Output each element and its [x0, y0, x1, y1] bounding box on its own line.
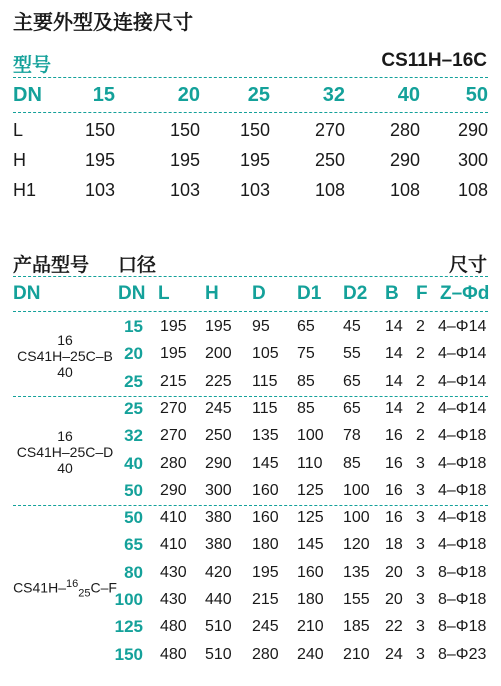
dn-cell: 25 — [124, 371, 143, 391]
dn-cell: 80 — [124, 562, 143, 582]
table-cell: 8–Φ23 — [438, 645, 487, 663]
dn-cell: 100 — [114, 590, 143, 609]
column-header: Z–Φd — [440, 283, 490, 304]
table-cell: 195 — [205, 318, 232, 335]
table-cell: 225 — [205, 372, 232, 390]
table-cell: 3 — [416, 591, 425, 608]
table-cell: 103 — [239, 180, 270, 200]
table-cell: 180 — [252, 536, 279, 554]
table-cell: 250 — [205, 427, 232, 445]
row-label: L — [13, 120, 24, 140]
table-cell: 210 — [297, 618, 324, 636]
table-cell: 2 — [416, 427, 425, 445]
row-label: H — [13, 150, 26, 170]
product-model-heading: 产品型号 — [13, 255, 90, 276]
table-cell: 100 — [343, 481, 370, 499]
table-cell: 125 — [297, 509, 324, 527]
table-cell: 270 — [314, 120, 345, 140]
dn-value: 50 — [465, 84, 488, 106]
table-cell: 103 — [169, 180, 200, 200]
table-cell: 14 — [385, 318, 403, 335]
divider — [13, 112, 488, 113]
table-cell: 215 — [252, 591, 279, 608]
table-cell: 4–Φ14 — [438, 399, 487, 417]
product-model — [10, 332, 120, 380]
table-cell: 108 — [314, 180, 345, 200]
table-cell: 4–Φ18 — [438, 536, 487, 554]
table-cell: 65 — [343, 372, 361, 390]
table-cell: 100 — [297, 427, 324, 445]
column-header: D1 — [297, 283, 322, 304]
product-model — [10, 578, 120, 600]
table-cell: 270 — [160, 427, 187, 445]
column-header: L — [158, 283, 170, 304]
model-pressure-top: 16 — [57, 331, 73, 348]
table-cell: 95 — [252, 318, 270, 335]
table-cell: 20 — [385, 591, 403, 608]
table-cell: 3 — [416, 645, 425, 663]
model-suffix: C–F — [90, 579, 117, 596]
table-cell: 3 — [416, 481, 425, 499]
table-cell: 16 — [385, 481, 403, 499]
dn-cell: 50 — [124, 508, 143, 528]
table-cell: 16 — [385, 427, 403, 445]
table-cell: 45 — [343, 318, 361, 335]
column-header: DN — [13, 283, 41, 304]
model-label: 型号 — [13, 55, 52, 76]
table-cell: 4–Φ18 — [438, 509, 487, 527]
table-cell: 3 — [416, 563, 425, 581]
table-cell: 145 — [297, 536, 324, 554]
table-cell: 430 — [160, 591, 187, 608]
table-cell: 195 — [252, 563, 279, 581]
table-cell: 105 — [252, 345, 279, 363]
table-cell: 510 — [205, 645, 232, 663]
table-cell: 8–Φ18 — [438, 563, 487, 581]
table-cell: 18 — [385, 536, 403, 554]
table-cell: 185 — [343, 618, 370, 636]
dn-value: 25 — [247, 84, 270, 106]
table-cell: 480 — [160, 618, 187, 636]
dn-cell: 32 — [124, 426, 143, 446]
model-pressure-bottom: 25 — [78, 587, 91, 600]
column-header: B — [385, 283, 399, 304]
table-cell: 480 — [160, 645, 187, 663]
table-cell: 115 — [252, 399, 278, 417]
model-pressure-top: 16 — [65, 578, 79, 590]
dn-value: 15 — [92, 84, 115, 106]
caliber-heading: 口径 — [118, 255, 157, 276]
table-cell: 14 — [385, 399, 403, 417]
page-title: 主要外型及连接尺寸 — [13, 12, 193, 34]
table-cell: 215 — [160, 372, 187, 390]
divider — [13, 276, 488, 277]
table-cell: 135 — [343, 563, 370, 581]
table-cell: 55 — [343, 345, 361, 363]
table-cell: 16 — [385, 454, 403, 472]
dn-cell: 20 — [124, 344, 143, 364]
table-cell: 16 — [385, 509, 403, 527]
table-cell: 85 — [297, 372, 315, 390]
table-cell: 440 — [205, 591, 232, 608]
table-cell: 145 — [252, 454, 279, 472]
table-cell: 280 — [160, 454, 187, 472]
table-cell: 195 — [160, 318, 187, 335]
column-header: F — [416, 283, 428, 304]
table-cell: 270 — [160, 399, 187, 417]
table-cell: 75 — [297, 345, 315, 363]
table-cell: 65 — [343, 399, 361, 417]
table-cell: 4–Φ14 — [438, 372, 487, 390]
table-cell: 240 — [297, 645, 324, 663]
dn-cell: 125 — [114, 617, 143, 637]
table-cell: 125 — [297, 481, 324, 499]
table-cell: 150 — [239, 120, 270, 140]
model-pressure-top: 16 — [57, 427, 73, 444]
table-cell: 180 — [297, 591, 324, 608]
table-cell: 150 — [84, 120, 115, 140]
table-cell: 85 — [297, 399, 315, 417]
table-cell: 410 — [160, 536, 187, 554]
dn-cell: 150 — [114, 644, 143, 664]
model-pressure-bottom: 40 — [57, 459, 73, 476]
dn-cell: 25 — [124, 398, 143, 418]
table-cell: 3 — [416, 509, 425, 527]
table-cell: 120 — [343, 536, 370, 554]
table-cell: 4–Φ18 — [438, 427, 487, 445]
table-cell: 14 — [385, 372, 403, 390]
table-cell: 290 — [160, 481, 187, 499]
table-cell: 290 — [457, 120, 488, 140]
table-cell: 300 — [457, 150, 488, 170]
table-cell: 210 — [343, 645, 370, 663]
table-cell: 135 — [252, 427, 279, 445]
model-code: CS41H– — [13, 579, 66, 596]
table-cell: 100 — [343, 509, 370, 527]
table-cell: 108 — [389, 180, 420, 200]
table-cell: 160 — [297, 563, 324, 581]
table-cell: 108 — [457, 180, 488, 200]
table-cell: 2 — [416, 318, 425, 335]
model-code: CS41H–25C–B — [17, 348, 113, 365]
model-value: CS11H–16C — [381, 50, 487, 71]
divider — [13, 77, 488, 78]
table-cell: 78 — [343, 427, 361, 445]
table-cell: 245 — [205, 399, 232, 417]
divider — [13, 311, 488, 312]
table-cell: 20 — [385, 563, 403, 581]
table-cell: 380 — [205, 536, 232, 554]
table-cell: 160 — [252, 481, 279, 499]
table-cell: 195 — [84, 150, 115, 170]
dn-value: 32 — [322, 84, 345, 106]
table-cell: 14 — [385, 345, 403, 363]
table-cell: 200 — [205, 345, 232, 363]
dn-label: DN — [13, 84, 42, 106]
table-cell: 4–Φ14 — [438, 345, 487, 363]
table-cell: 3 — [416, 454, 425, 472]
table-cell: 250 — [314, 150, 345, 170]
table-cell: 2 — [416, 399, 425, 417]
dn-cell: 65 — [124, 535, 143, 555]
divider — [13, 505, 488, 506]
table-cell: 410 — [160, 509, 187, 527]
table-cell: 150 — [169, 120, 200, 140]
table-cell: 85 — [343, 454, 361, 472]
table-cell: 430 — [160, 563, 187, 581]
table-cell: 115 — [252, 372, 278, 390]
table-cell: 290 — [205, 454, 232, 472]
table-cell: 3 — [416, 536, 425, 554]
table-cell: 3 — [416, 618, 425, 636]
table-cell: 2 — [416, 372, 425, 390]
table-cell: 280 — [252, 645, 279, 663]
table-cell: 510 — [205, 618, 232, 636]
table-cell: 110 — [297, 454, 323, 472]
table-cell: 160 — [252, 509, 279, 527]
table-cell: 380 — [205, 509, 232, 527]
table-cell: 24 — [385, 645, 403, 663]
dn-cell: 15 — [124, 317, 143, 336]
table-cell: 245 — [252, 618, 279, 636]
column-header: H — [205, 283, 219, 304]
table-cell: 195 — [239, 150, 270, 170]
dimension-heading: 尺寸 — [448, 255, 487, 276]
table-cell: 2 — [416, 345, 425, 363]
divider — [13, 396, 488, 397]
table-cell: 103 — [84, 180, 115, 200]
table-cell: 155 — [343, 591, 370, 608]
table-cell: 300 — [205, 481, 232, 499]
table-cell: 4–Φ14 — [438, 318, 487, 335]
table-cell: 65 — [297, 318, 315, 335]
table-cell: 4–Φ18 — [438, 481, 487, 499]
dn-cell: 40 — [124, 453, 143, 473]
table-cell: 290 — [389, 150, 420, 170]
dn-cell: 50 — [124, 480, 143, 500]
table-cell: 195 — [160, 345, 187, 363]
product-model — [10, 428, 120, 476]
table-cell: 280 — [389, 120, 420, 140]
column-header: D — [252, 283, 266, 304]
dn-value: 20 — [177, 84, 200, 106]
table-cell: 420 — [205, 563, 232, 581]
column-header: DN — [118, 283, 146, 304]
model-pressure-bottom: 40 — [57, 364, 73, 381]
model-code: CS41H–25C–D — [16, 443, 114, 460]
dn-value: 40 — [397, 84, 420, 106]
table-cell: 195 — [169, 150, 200, 170]
table-cell: 8–Φ18 — [438, 591, 487, 608]
table-cell: 4–Φ18 — [438, 454, 487, 472]
row-label: H1 — [13, 180, 37, 200]
column-header: D2 — [343, 283, 368, 304]
table-cell: 22 — [385, 618, 403, 636]
table-cell: 8–Φ18 — [438, 618, 487, 636]
